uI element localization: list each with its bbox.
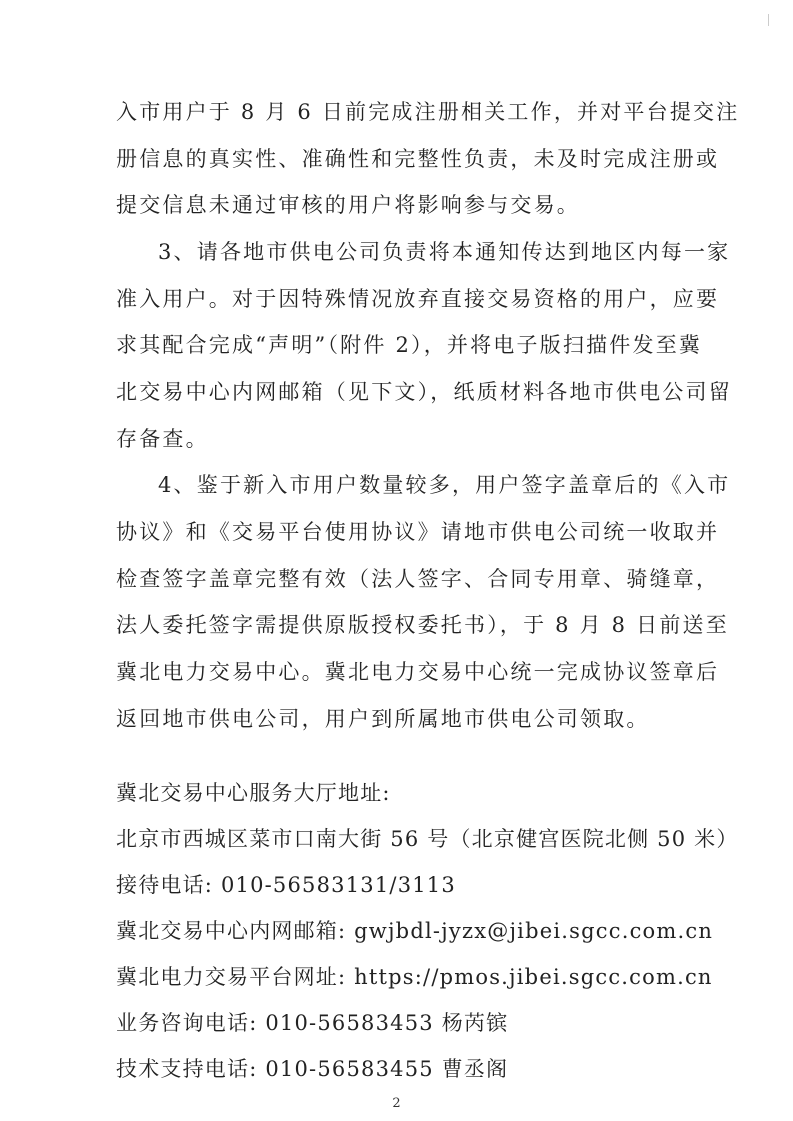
paragraph-line: 提交信息未通过审核的用户将影响参与交易。	[116, 193, 580, 217]
item-3-line: 北交易中心内网邮箱（见下文），纸质材料各地市供电公司留	[116, 380, 732, 404]
tech-support-phone: 技术支持电话: 010-56583455 曹丞阁	[116, 1057, 509, 1081]
platform-url: 冀北电力交易平台网址: https://pmos.jibei.sgcc.com.cn	[116, 965, 713, 989]
hall-address: 北京市西城区菜市口南大街 56 号（北京健宫医院北侧 50 米）	[116, 827, 739, 851]
intranet-email: 冀北交易中心内网邮箱: gwjbdl-jyzx@jibei.sgcc.com.cn	[116, 919, 714, 943]
item-4-line: 检查签字盖章完整有效（法人签字、合同专用章、骑缝章，	[116, 567, 720, 591]
item-3-line: 3、请各地市供电公司负责将本通知传达到地区内每一家	[158, 240, 731, 264]
item-4-line: 法人委托签字需提供原版授权委托书），于 8 月 8 日前送至	[116, 613, 729, 637]
paragraph-line: 入市用户于 8 月 6 日前完成注册相关工作，并对平台提交注	[116, 100, 740, 124]
item-4-line: 4、鉴于新入市用户数量较多，用户签字盖章后的《入市	[158, 473, 731, 497]
page-number: 2	[392, 1096, 401, 1111]
paragraph-line: 册信息的真实性、准确性和完整性负责，未及时完成注册或	[116, 147, 720, 171]
item-3-line: 存备查。	[116, 427, 209, 451]
hall-address-label: 冀北交易中心服务大厅地址:	[116, 781, 391, 805]
item-4-line: 返回地市供电公司，用户到所属地市供电公司领取。	[116, 707, 650, 731]
scan-mark	[768, 14, 769, 26]
item-4-line: 冀北电力交易中心。冀北电力交易中心统一完成协议签章后	[116, 660, 720, 684]
reception-phone: 接待电话: 010-56583131/3113	[116, 873, 456, 897]
item-3-line: 准入用户。对于因特殊情况放弃直接交易资格的用户，应要	[116, 287, 720, 311]
business-phone: 业务咨询电话: 010-56583453 杨芮镔	[116, 1011, 509, 1035]
item-3-line: 求其配合完成“声明”（附件 2），并将电子版扫描件发至冀	[116, 333, 703, 357]
item-4-line: 协议》和《交易平台使用协议》请地市供电公司统一收取并	[116, 520, 720, 544]
